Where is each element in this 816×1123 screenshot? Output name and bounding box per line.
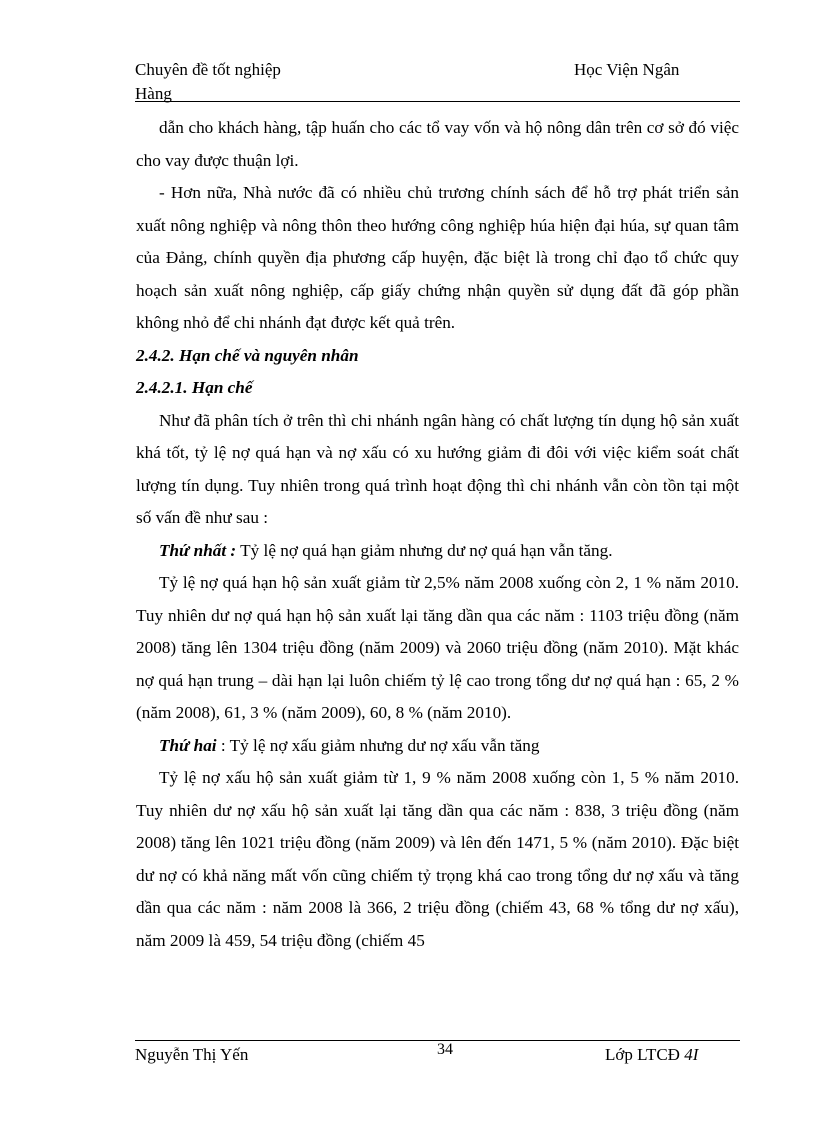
footer-class-prefix: Lớp LTCĐ <box>605 1045 685 1064</box>
paragraph-4: Tỷ lệ nợ quá hạn hộ sản xuất giảm từ 2,5% năm 2008 xuống còn 2, 1 % năm 2010. Tuy nhiên dư nợ quá hạn hộ sản xuất lại tăng dần qua các năm : 1103 triệu đồng (năm 2008) tăng lên 1304 triệu đồng (năm 2009) và 2060 triệu đồng (năm 2010). Mặt khác nợ quá hạn trung – dài hạn lại luôn chiếm tỷ lệ cao trong tổng dư nợ quá hạn : 65, 2 % (năm 2008), 61, 3 % (năm 2009), 60, 8 % (năm 2010). <box>136 573 739 722</box>
header-left-line2: Hàng <box>135 84 172 103</box>
page-number: 34 <box>437 1041 453 1058</box>
section-heading: 2.4.2. Hạn chế và nguyên nhân <box>136 345 359 365</box>
page-body <box>136 112 739 957</box>
point-second <box>136 730 739 763</box>
subsection-heading: 2.4.2.1. Hạn chế <box>136 378 253 397</box>
footer-class <box>605 1045 698 1065</box>
footer-author: Nguyễn Thị Yến <box>135 1045 249 1064</box>
paragraph-5: Tỷ lệ nợ xấu hộ sản xuất giảm từ 1, 9 % năm 2008 xuống còn 1, 5 % năm 2010. Tuy nhiên dư nợ xấu hộ sản xuất lại tăng dần qua các năm : 838, 3 triệu đồng (năm 2008) tăng lên 1021 triệu đồng (năm 2009) và lên đến 1471, 5 % (năm 2010). Đặc biệt dư nợ có khả năng mất vốn cũng chiếm tỷ trọng khá cao trong tổng dư nợ xấu và tăng dần qua các năm : năm 2008 là 366, 2 triệu đồng (chiếm 43, 68 % tổng dư nợ xấu), năm 2009 là 459, 54 triệu đồng (chiếm 45 <box>136 768 739 950</box>
point-first-text: Tỷ lệ nợ quá hạn giảm nhưng dư nợ quá hạn vẫn tăng. <box>236 540 613 560</box>
point-second-label: Thứ hai <box>159 735 217 755</box>
header-divider <box>135 101 740 102</box>
paragraph-1: dẫn cho khách hàng, tập huấn cho các tổ vay vốn và hộ nông dân trên cơ sở đó việc cho vay được thuận lợi. <box>136 118 739 170</box>
point-first-label: Thứ nhất : <box>159 540 237 560</box>
point-second-text: : Tỷ lệ nợ xấu giảm nhưng dư nợ xấu vẫn tăng <box>216 735 540 755</box>
header-left <box>135 58 281 106</box>
footer-class-suffix: 4I <box>684 1045 699 1064</box>
paragraph-2: - Hơn nữa, Nhà nước đã có nhiều chủ trương chính sách để hỗ trợ phát triển sản xuất nông nghiệp và nông thôn theo hướng công nghiệp húa hiện đại húa, sự quan tâm của Đảng, chính quyền địa phương cấp huyện, đặc biệt là trong chỉ đạo tổ chức quy hoạch sản xuất nông nghiệp, cấp giấy chứng nhận quyền sử dụng đất đã góp phần không nhỏ để chi nhánh đạt được kết quả trên. <box>136 183 739 332</box>
paragraph-3: Như đã phân tích ở trên thì chi nhánh ngân hàng có chất lượng tín dụng hộ sản xuất khá tốt, tỷ lệ nợ quá hạn và nợ xấu có xu hướng giảm đi đôi với việc kiểm soát chất lượng tín dụng. Tuy nhiên trong quá trình hoạt động thì chi nhánh vẫn còn tồn tại một số vấn đề như sau : <box>136 410 739 527</box>
header-left-line1: Chuyên đề tốt nghiệp <box>135 60 281 79</box>
point-first <box>136 535 739 568</box>
header-right: Học Viện Ngân <box>574 60 680 79</box>
